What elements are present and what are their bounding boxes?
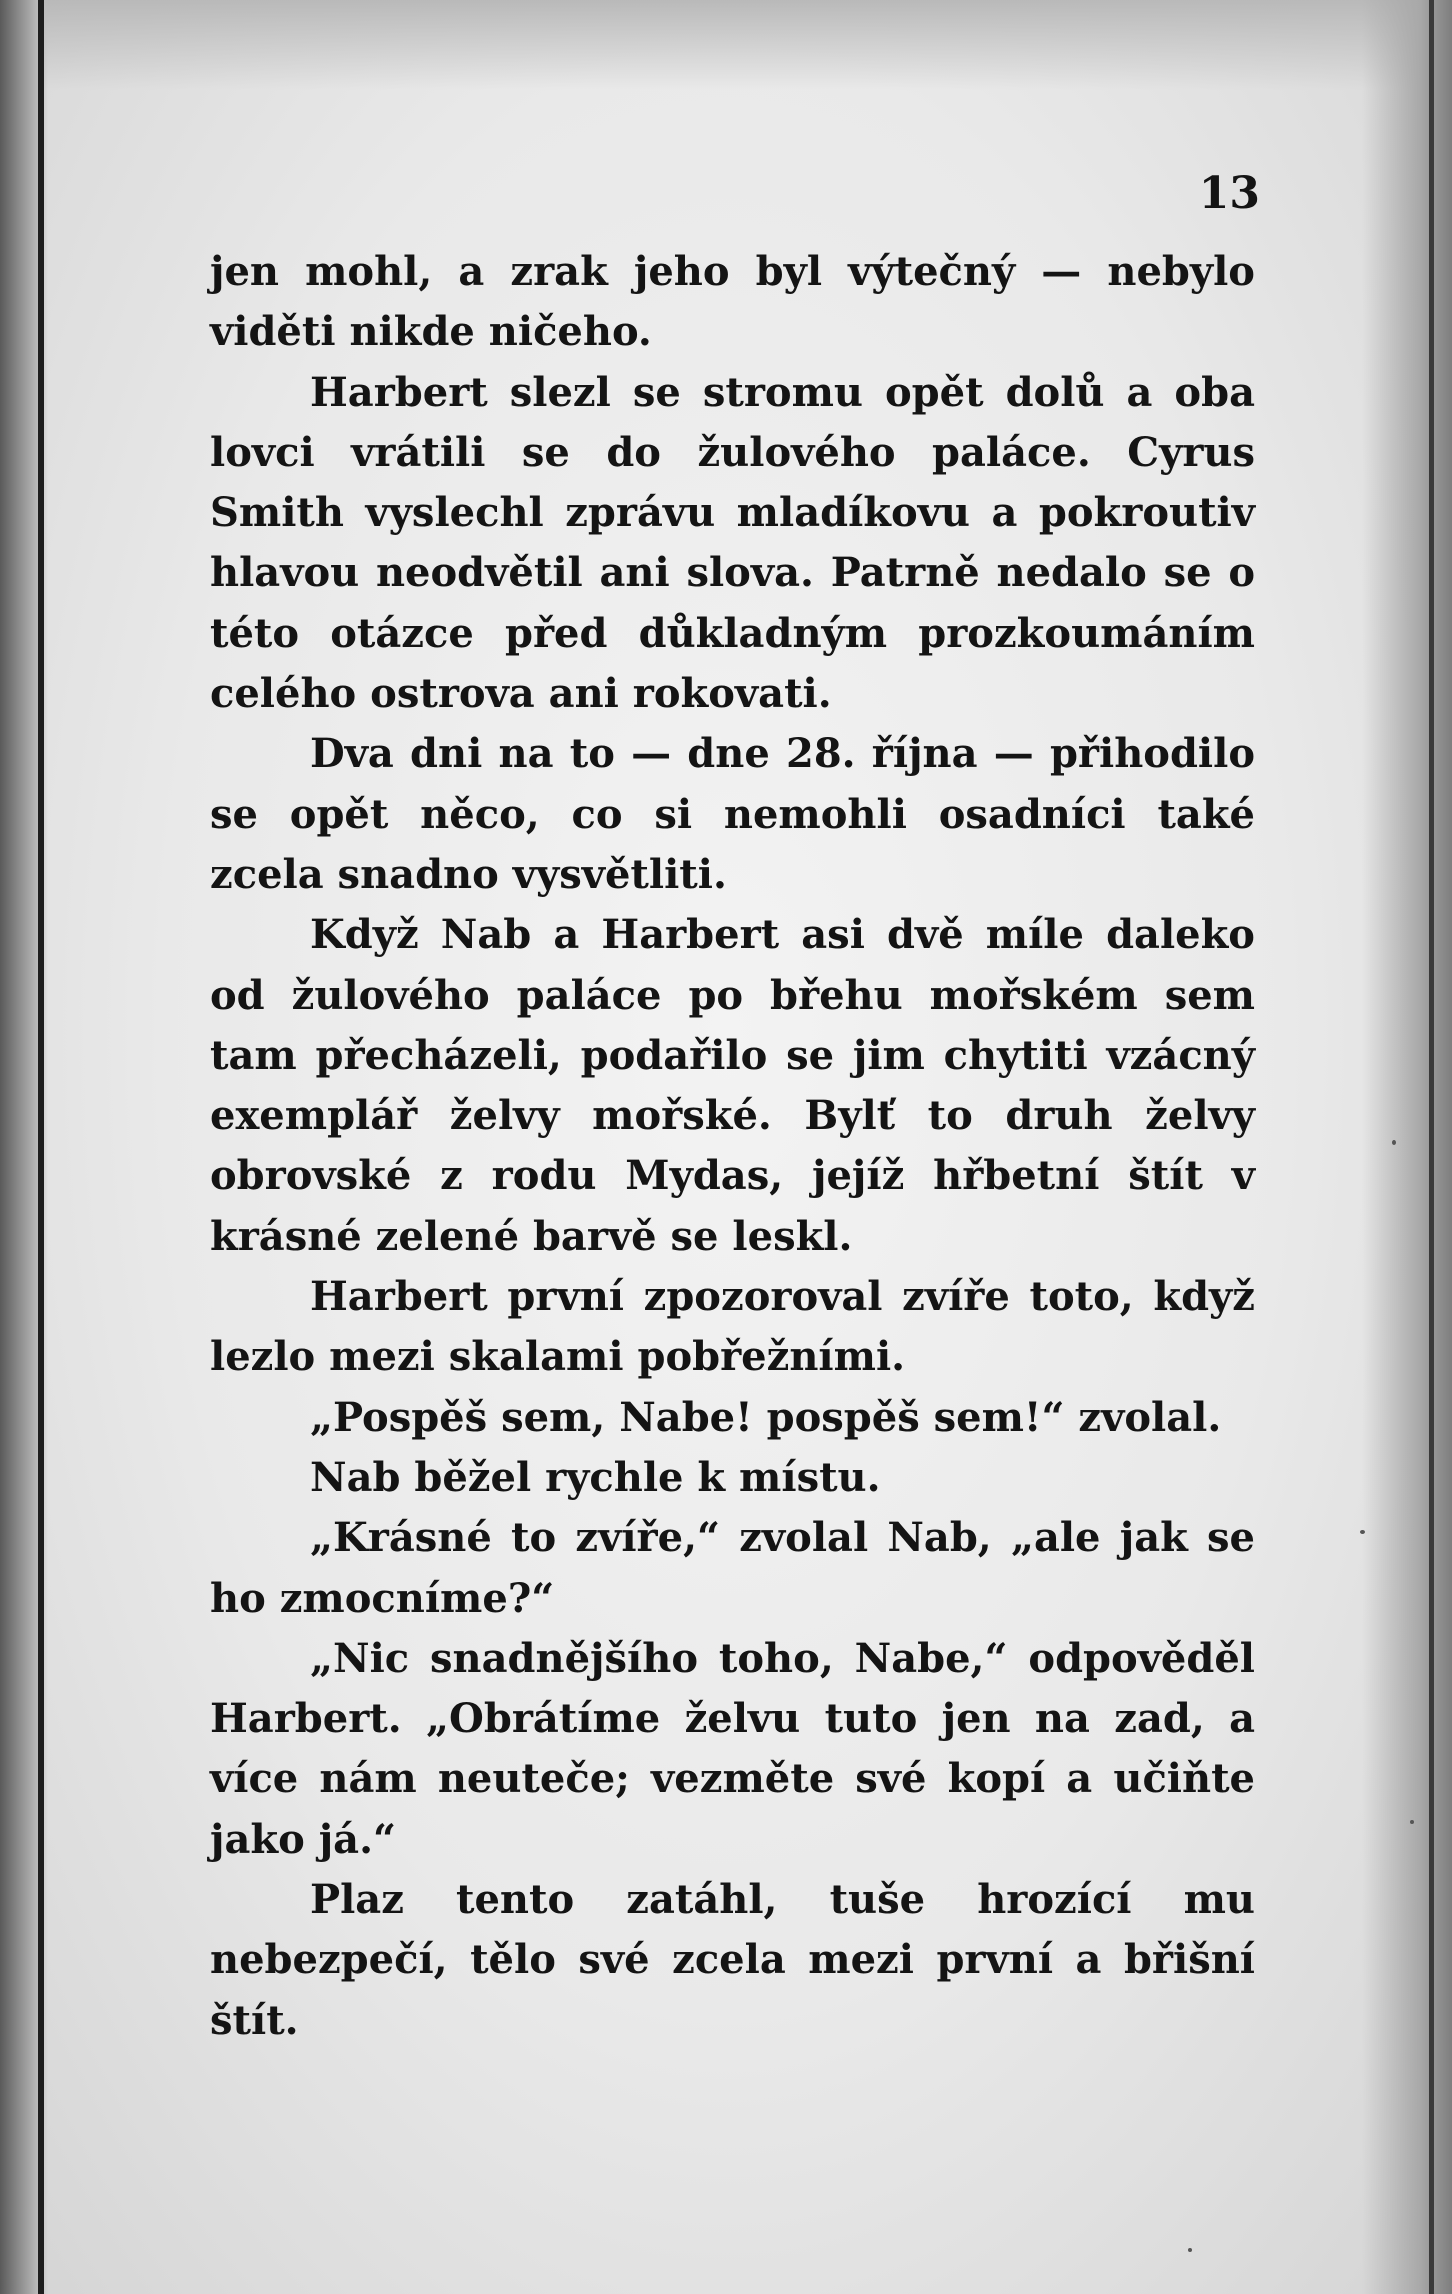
paragraph: Dva dni na to — dne 28. října — přihodilo se opět něco, co si nemohli osadníci také zcela snadno vysvětliti.: [210, 730, 1255, 898]
scan-speck: [1392, 1140, 1396, 1145]
binding-edge-line: [38, 0, 44, 2294]
scan-top-shadow: [0, 0, 1452, 90]
body-text: [210, 242, 1255, 2051]
paragraph: Když Nab a Harbert asi dvě míle daleko od žulového paláce po břehu mořském sem tam přecházeli, podařilo se jim chytiti vzácný exemplář želvy mořské. Bylť to druh želvy obrovské z rodu Mydas, jejíž hřbetní štít v krásné zelené barvě se leskl.: [210, 911, 1255, 1260]
paragraph: Harbert první zpozoroval zvíře toto, když lezlo mezi skalami pobřežními.: [210, 1273, 1255, 1381]
scan-speck: [1360, 1530, 1365, 1534]
paragraph: „Nic snadnějšího toho, Nabe,“ odpověděl Harbert. „Obrátíme želvu tuto jen na zad, a více nám neuteče; vezměte své kopí a učiňte jako já.“: [210, 1634, 1255, 1863]
paragraph: „Krásné to zvíře,“ zvolal Nab, „ale jak se ho zmocníme?“: [210, 1514, 1255, 1622]
scan-speck: [1410, 1820, 1414, 1824]
paragraph: „Pospěš sem, Nabe! pospěš sem!“ zvolal.: [310, 1393, 1222, 1441]
paragraph: Nab běžel rychle k místu.: [310, 1453, 881, 1501]
scan-right-shadow: [1362, 0, 1452, 2294]
paragraph: jen mohl, a zrak jeho byl výtečný — nebylo viděti nikde ničeho.: [210, 248, 1255, 356]
scan-speck: [1188, 2248, 1192, 2252]
paragraph: Harbert slezl se stromu opět dolů a oba lovci vrátili se do žulového paláce. Cyrus Smith vyslechl zprávu mladíkovu a pokroutiv hlavou neodvětil ani slova. Patrně nedalo se o této otázce před důkladným prozkoumáním celého ostrova ani rokovati.: [210, 368, 1255, 718]
page-number: 13: [1198, 168, 1260, 219]
page-right-edge: [1429, 0, 1434, 2294]
paragraph: Plaz tento zatáhl, tuše hrozící mu nebezpečí, tělo své zcela mezi první a břišní štít.: [210, 1876, 1255, 2044]
